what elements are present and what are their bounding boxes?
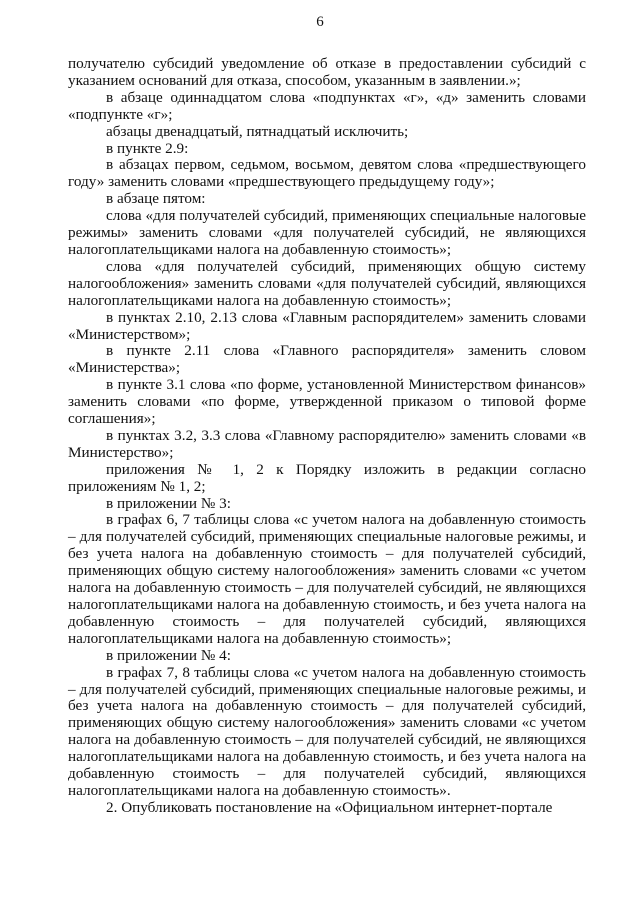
paragraph: в приложении № 3: bbox=[106, 494, 231, 512]
paragraph: в приложении № 4: bbox=[106, 646, 231, 664]
page-number: 6 bbox=[316, 14, 324, 30]
paragraph: в графах 7, 8 таблицы слова «с учетом налога на добавленную стоимость – для получателей субсидий, применяющих специальные налоговые режимы, и без учета налога на добавленную стоимость – для получателей субсидий, применяющих общую систему налогообложения» заменить словами «с учетом налога на добавленную стоимость – для получателей субсидий, не являющихся налогоплательщиками налога на добавленную стоимость, и без учета налога на добавленную стоимость – для получателей субсидий, являющихся налогоплательщиками налога на добавленную стоимость». bbox=[68, 663, 586, 799]
paragraph: в абзацах первом, седьмом, восьмом, девятом слова «предшествующего году» заменить словами «предшествующего предыдущему году»; bbox=[68, 156, 586, 191]
paragraph: в графах 6, 7 таблицы слова «с учетом налога на добавленную стоимость – для получателей субсидий, применяющих специальные налоговые режимы, и без учета налога на добавленную стоимость – для получателей субсидий, применяющих общую систему налогообложения» заменить словами «с учетом налога на добавленную стоимость – для получателей субсидий, не являющихся налогоплательщиками налога на добавленную стоимость, и без учета налога на добавленную стоимость – для получателей субсидий, являющихся налогоплательщиками налога на добавленную стоимость»; bbox=[68, 511, 586, 647]
paragraph: абзацы двенадцатый, пятнадцатый исключить; bbox=[106, 122, 409, 140]
paragraph: в пунктах 3.2, 3.3 слова «Главному распорядителю» заменить словами «в Министерство»; bbox=[68, 426, 586, 461]
paragraph: в абзаце пятом: bbox=[106, 190, 206, 208]
paragraph: в пунктах 2.10, 2.13 слова «Главным распорядителем» заменить словами «Министерством»; bbox=[68, 308, 586, 343]
paragraph: в пункте 2.9: bbox=[106, 139, 189, 157]
paragraph: в пункте 3.1 слова «по форме, установленной Министерством финансов» заменить словами «по форме, утвержденной приказом о типовой форме соглашения»; bbox=[68, 376, 586, 428]
paragraph-continuation: получателю субсидий уведомление об отказе в предоставлении субсидий с указанием оснований для отказа, способом, указанным в заявлении.»; bbox=[68, 55, 586, 89]
document-body bbox=[68, 56, 586, 817]
paragraph: в пункте 2.11 слова «Главного распорядителя» заменить словом «Министерства»; bbox=[68, 342, 586, 377]
paragraph: слова «для получателей субсидий, применяющих специальные налоговые режимы» заменить словами «для получателей субсидий, не являющихся налогоплательщиками налога на добавленную стоимость»; bbox=[68, 207, 586, 258]
paragraph: слова «для получателей субсидий, применяющих общую систему налогообложения» заменить словами «для получателей субсидий, являющихся налогоплательщиками налога на добавленную стоимость»; bbox=[68, 257, 586, 309]
paragraph: приложения № 1, 2 к Порядку изложить в редакции согласно приложениям № 1, 2; bbox=[68, 460, 586, 495]
paragraph: в абзаце одиннадцатом слова «подпунктах «г», «д» заменить словами «подпункте «г»; bbox=[68, 88, 586, 123]
paragraph: 2. Опубликовать постановление на «Официальном интернет-портале bbox=[106, 798, 553, 816]
